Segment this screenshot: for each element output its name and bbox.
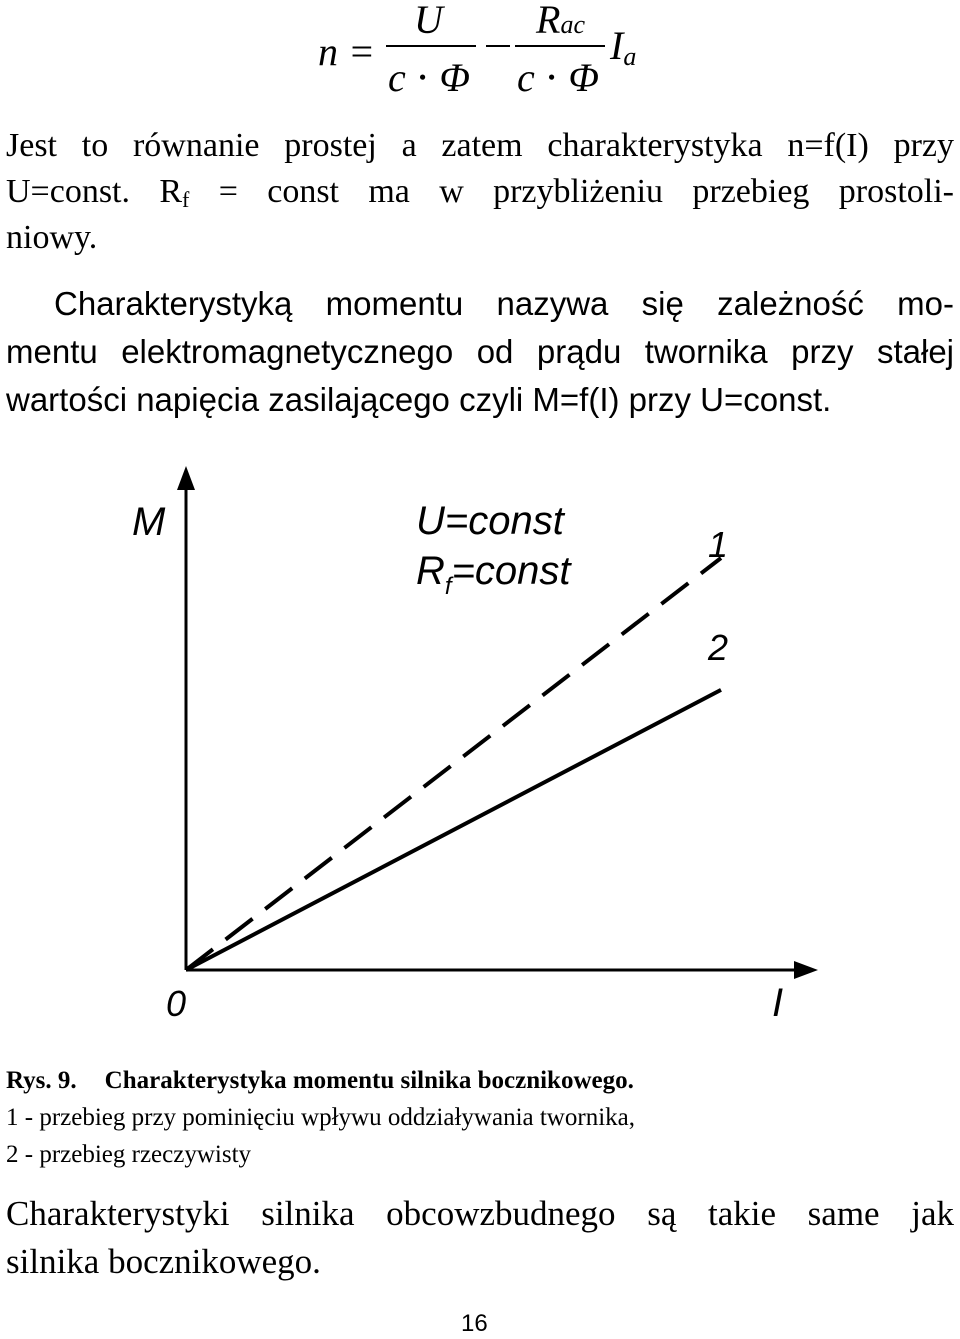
paragraph-3-line-1: Charakterystyki silnika obcowzbudnego są takie same jak: [6, 1194, 954, 1233]
curve-1-label: 1: [708, 524, 729, 565]
condition-r-subscript: f: [444, 573, 452, 600]
y-axis-label: M: [132, 500, 166, 544]
curve-2-solid: [186, 690, 721, 970]
formula-denominator-1: c ⋅ Φ: [388, 55, 470, 100]
formula-denominator-2: c ⋅ Φ: [517, 55, 599, 100]
paragraph-2-line-1: Charakterystyką momentu nazywa się zależność mo-: [54, 285, 954, 322]
paragraph-3: [6, 1190, 954, 1286]
x-axis-label: I: [772, 981, 784, 1025]
curve-1-dashed: [186, 558, 721, 970]
formula-r: R: [536, 0, 561, 42]
formula-i-subscript: a: [623, 42, 637, 71]
y-axis-arrow: [177, 466, 195, 490]
formula-i: I: [610, 23, 624, 68]
x-axis-arrow: [794, 961, 818, 979]
figure-caption-line-2: 1 - przebieg przy pominięciu wpływu oddziaływania twornika,: [6, 1104, 635, 1131]
origin-label: 0: [166, 983, 187, 1024]
subscript-f: f: [182, 187, 190, 212]
figure-caption-line-3: 2 - przebieg rzeczywisty: [6, 1141, 252, 1168]
condition-const: =const: [451, 549, 571, 593]
paragraph-3-line-2: silnika bocznikowego.: [6, 1242, 321, 1281]
formula-numerator-1: U: [414, 0, 443, 42]
text-rest: = const ma w przybliżeniu przebieg prostoli-: [189, 173, 954, 210]
paragraph-2-line-3: wartości napięcia zasilającego czyli M=f(I) przy U=const.: [6, 381, 832, 418]
page-number: 16: [461, 1310, 488, 1337]
condition-u-const: U=const: [416, 499, 564, 543]
paragraph-2-line-2: mentu elektromagnetycznego od prądu twornika przy stałej: [6, 333, 954, 370]
paragraph-1-line-3: niowy.: [6, 219, 98, 256]
formula-r-subscript: ac: [560, 10, 585, 39]
curve-2-label: 2: [708, 627, 729, 668]
text-uconst: U=const. R: [6, 173, 183, 210]
formula-lhs: n =: [318, 29, 375, 74]
condition-r: R: [416, 549, 445, 593]
figure-number: Rys. 9.: [6, 1067, 77, 1094]
figure-caption-title-line: [6, 1064, 634, 1097]
paragraph-1-line-1: Jest to równanie prostej a zatem charakterystyka n=f(I) przy: [6, 127, 954, 164]
figure-title: Charakterystyka momentu silnika bocznikowego.: [104, 1067, 634, 1094]
condition-rf-const: [416, 549, 572, 600]
